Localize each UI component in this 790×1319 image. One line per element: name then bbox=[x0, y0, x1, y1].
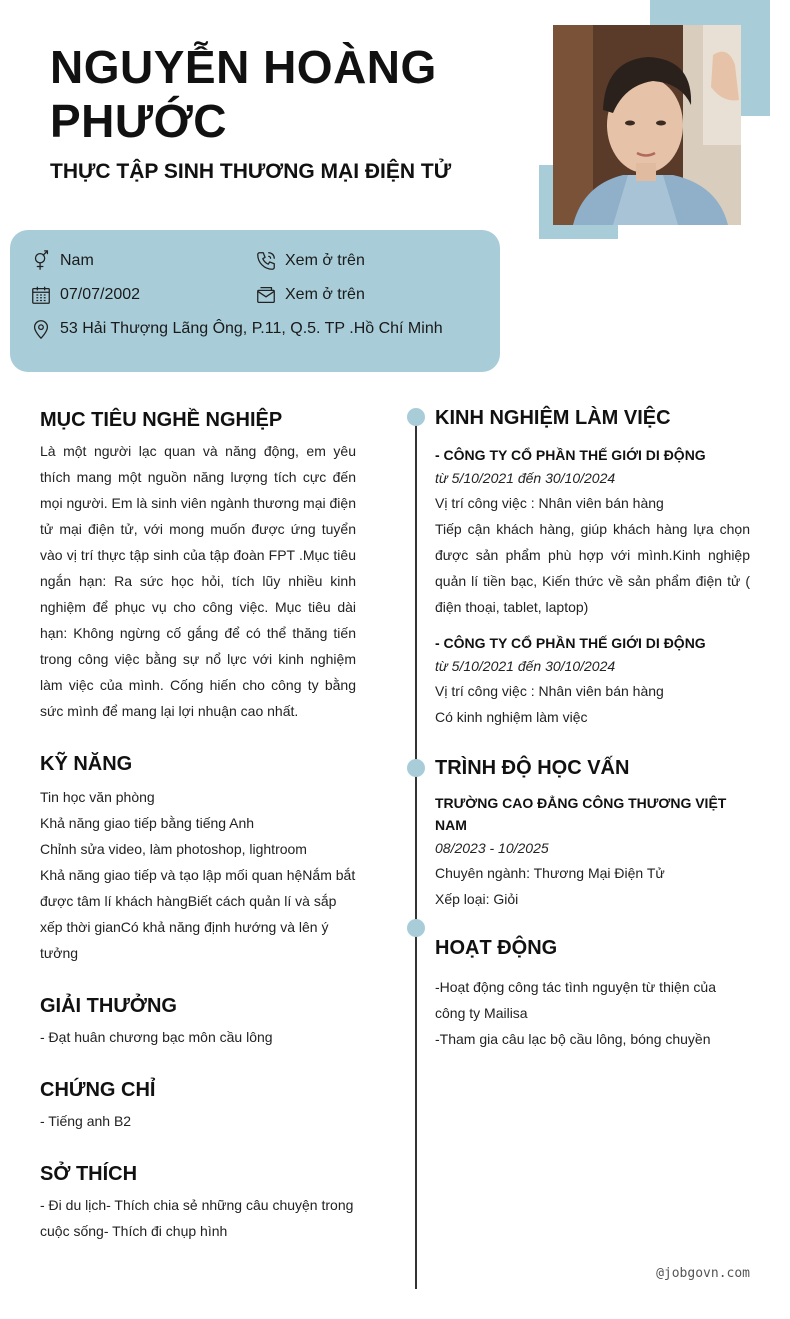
section-title: KỸ NĂNG bbox=[40, 753, 133, 775]
hobbies-section bbox=[40, 1160, 356, 1244]
education-grade: Xếp loại: Giỏi bbox=[435, 891, 519, 907]
job-title: THỰC TẬP SINH THƯƠNG MẠI ĐIỆN TỬ bbox=[50, 160, 452, 183]
watermark: @jobgovn.com bbox=[656, 1266, 750, 1281]
phone-icon bbox=[255, 250, 277, 272]
gender-icon bbox=[30, 250, 52, 272]
right-column bbox=[435, 404, 750, 1052]
job-description: Có kinh nghiệm làm việc bbox=[435, 709, 588, 725]
section-title: TRÌNH ĐỘ HỌC VẤN bbox=[435, 757, 630, 779]
phone-value[interactable]: Xem ở trên bbox=[285, 252, 365, 269]
profile-photo bbox=[553, 25, 741, 225]
section-title: KINH NGHIỆM LÀM VIỆC bbox=[435, 407, 671, 429]
location-pin-icon bbox=[30, 318, 52, 340]
activity-item: -Hoạt động công tác tình nguyện từ thiện của công ty Mailisa bbox=[435, 979, 717, 1021]
job-entry bbox=[435, 632, 750, 730]
dob-value: 07/07/2002 bbox=[60, 286, 141, 303]
award-item: - Đạt huân chương bạc môn cầu lông bbox=[40, 1029, 273, 1045]
activities-section bbox=[435, 934, 750, 1052]
skill-item: Khả năng giao tiếp bằng tiếng Anh bbox=[40, 815, 255, 831]
contact-address bbox=[30, 318, 443, 340]
left-column bbox=[40, 406, 356, 1244]
objective-text: Là một người lạc quan và năng động, em yêu thích mang một nguồn năng lượng tích cực đến mọi người. Em là sinh viên ngành thương mại điện tử mại điện tử, với mong muốn được ứng tuyển vào vị trí thực tập sinh của tập đoàn FPT .Mục tiêu ngắn hạn: Ra sức học hỏi, tích lũy nhiều kinh nghiệm để phục vụ cho công việc. Mục tiêu dài hạn: Không ngừng cố gắng để có thể thăng tiến trong công việc bằng sự nổ lực với kinh nghiệm làm việc của mình. Cống hiến cho công ty bằng sức mình để mang lại lợi nhuận cao nhất. bbox=[40, 443, 356, 719]
contact-info-box bbox=[10, 230, 500, 372]
awards-section bbox=[40, 992, 356, 1050]
skill-item: Chỉnh sửa video, làm photoshop, lightroom bbox=[40, 841, 307, 857]
profile-photo-illustration bbox=[553, 25, 741, 225]
job-description: Tiếp cận khách hàng, giúp khách hàng lựa chọn được sản phẩm phù hợp với mình.Kinh nghiệp quản lí tiền bạc, Kiến thức về sản phẩm điện tử ( điện thoại, tablet, laptop) bbox=[435, 521, 750, 615]
candidate-name: NGUYỄN HOÀNG PHƯỚC bbox=[50, 41, 437, 147]
skill-item: Khả năng giao tiếp và tạo lập mối quan hệNắm bắt được tâm lí khách hàngBiết cách quản lí và sắp xếp thời gianCó khả năng định hướng và lên ý tưởng bbox=[40, 867, 356, 961]
timeline-dot bbox=[407, 919, 425, 937]
job-date: từ 5/10/2021 đến 30/10/2024 bbox=[435, 470, 616, 486]
school-name: TRƯỜNG CAO ĐẲNG CÔNG THƯƠNG VIỆT NAM bbox=[435, 795, 727, 833]
job-position: Vị trí công việc : Nhân viên bán hàng bbox=[435, 495, 664, 511]
timeline-dot bbox=[407, 408, 425, 426]
job-company: - CÔNG TY CỔ PHẦN THẾ GIỚI DI ĐỘNG bbox=[435, 635, 706, 651]
contact-phone bbox=[255, 250, 365, 272]
certificates-section bbox=[40, 1076, 356, 1134]
contact-email bbox=[255, 284, 365, 306]
job-date: từ 5/10/2021 đến 30/10/2024 bbox=[435, 658, 616, 674]
calendar-icon bbox=[30, 284, 52, 306]
email-icon bbox=[255, 284, 277, 306]
section-title: GIẢI THƯỞNG bbox=[40, 995, 177, 1017]
timeline-line bbox=[415, 414, 417, 1289]
skills-section bbox=[40, 750, 356, 966]
job-entry bbox=[435, 444, 750, 620]
section-title: SỞ THÍCH bbox=[40, 1163, 138, 1185]
contact-dob bbox=[30, 284, 140, 306]
activity-item: -Tham gia câu lạc bộ cầu lông, bóng chuyền bbox=[435, 1031, 711, 1047]
gender-value: Nam bbox=[60, 252, 94, 269]
section-title: HOẠT ĐỘNG bbox=[435, 937, 558, 959]
hobbies-text: - Đi du lịch- Thích chia sẻ những câu chuyện trong cuộc sống- Thích đi chụp hình bbox=[40, 1197, 354, 1239]
skill-item: Tin học văn phòng bbox=[40, 789, 155, 805]
certificate-item: - Tiếng anh B2 bbox=[40, 1113, 132, 1129]
section-title: CHỨNG CHỈ bbox=[40, 1079, 156, 1101]
objective-section bbox=[40, 406, 356, 724]
job-position: Vị trí công việc : Nhân viên bán hàng bbox=[435, 683, 664, 699]
education-section bbox=[435, 754, 750, 912]
education-major: Chuyên ngành: Thương Mại Điện Tử bbox=[435, 865, 665, 881]
section-title: MỤC TIÊU NGHỀ NGHIỆP bbox=[40, 409, 283, 431]
job-company: - CÔNG TY CỔ PHẦN THẾ GIỚI DI ĐỘNG bbox=[435, 447, 706, 463]
contact-gender bbox=[30, 250, 94, 272]
timeline-dot bbox=[407, 759, 425, 777]
education-date: 08/2023 - 10/2025 bbox=[435, 840, 549, 856]
experience-section bbox=[435, 404, 750, 730]
email-value[interactable]: Xem ở trên bbox=[285, 286, 365, 303]
address-value: 53 Hải Thượng Lãng Ông, P.11, Q.5. TP .Hồ Chí Minh bbox=[60, 320, 443, 337]
